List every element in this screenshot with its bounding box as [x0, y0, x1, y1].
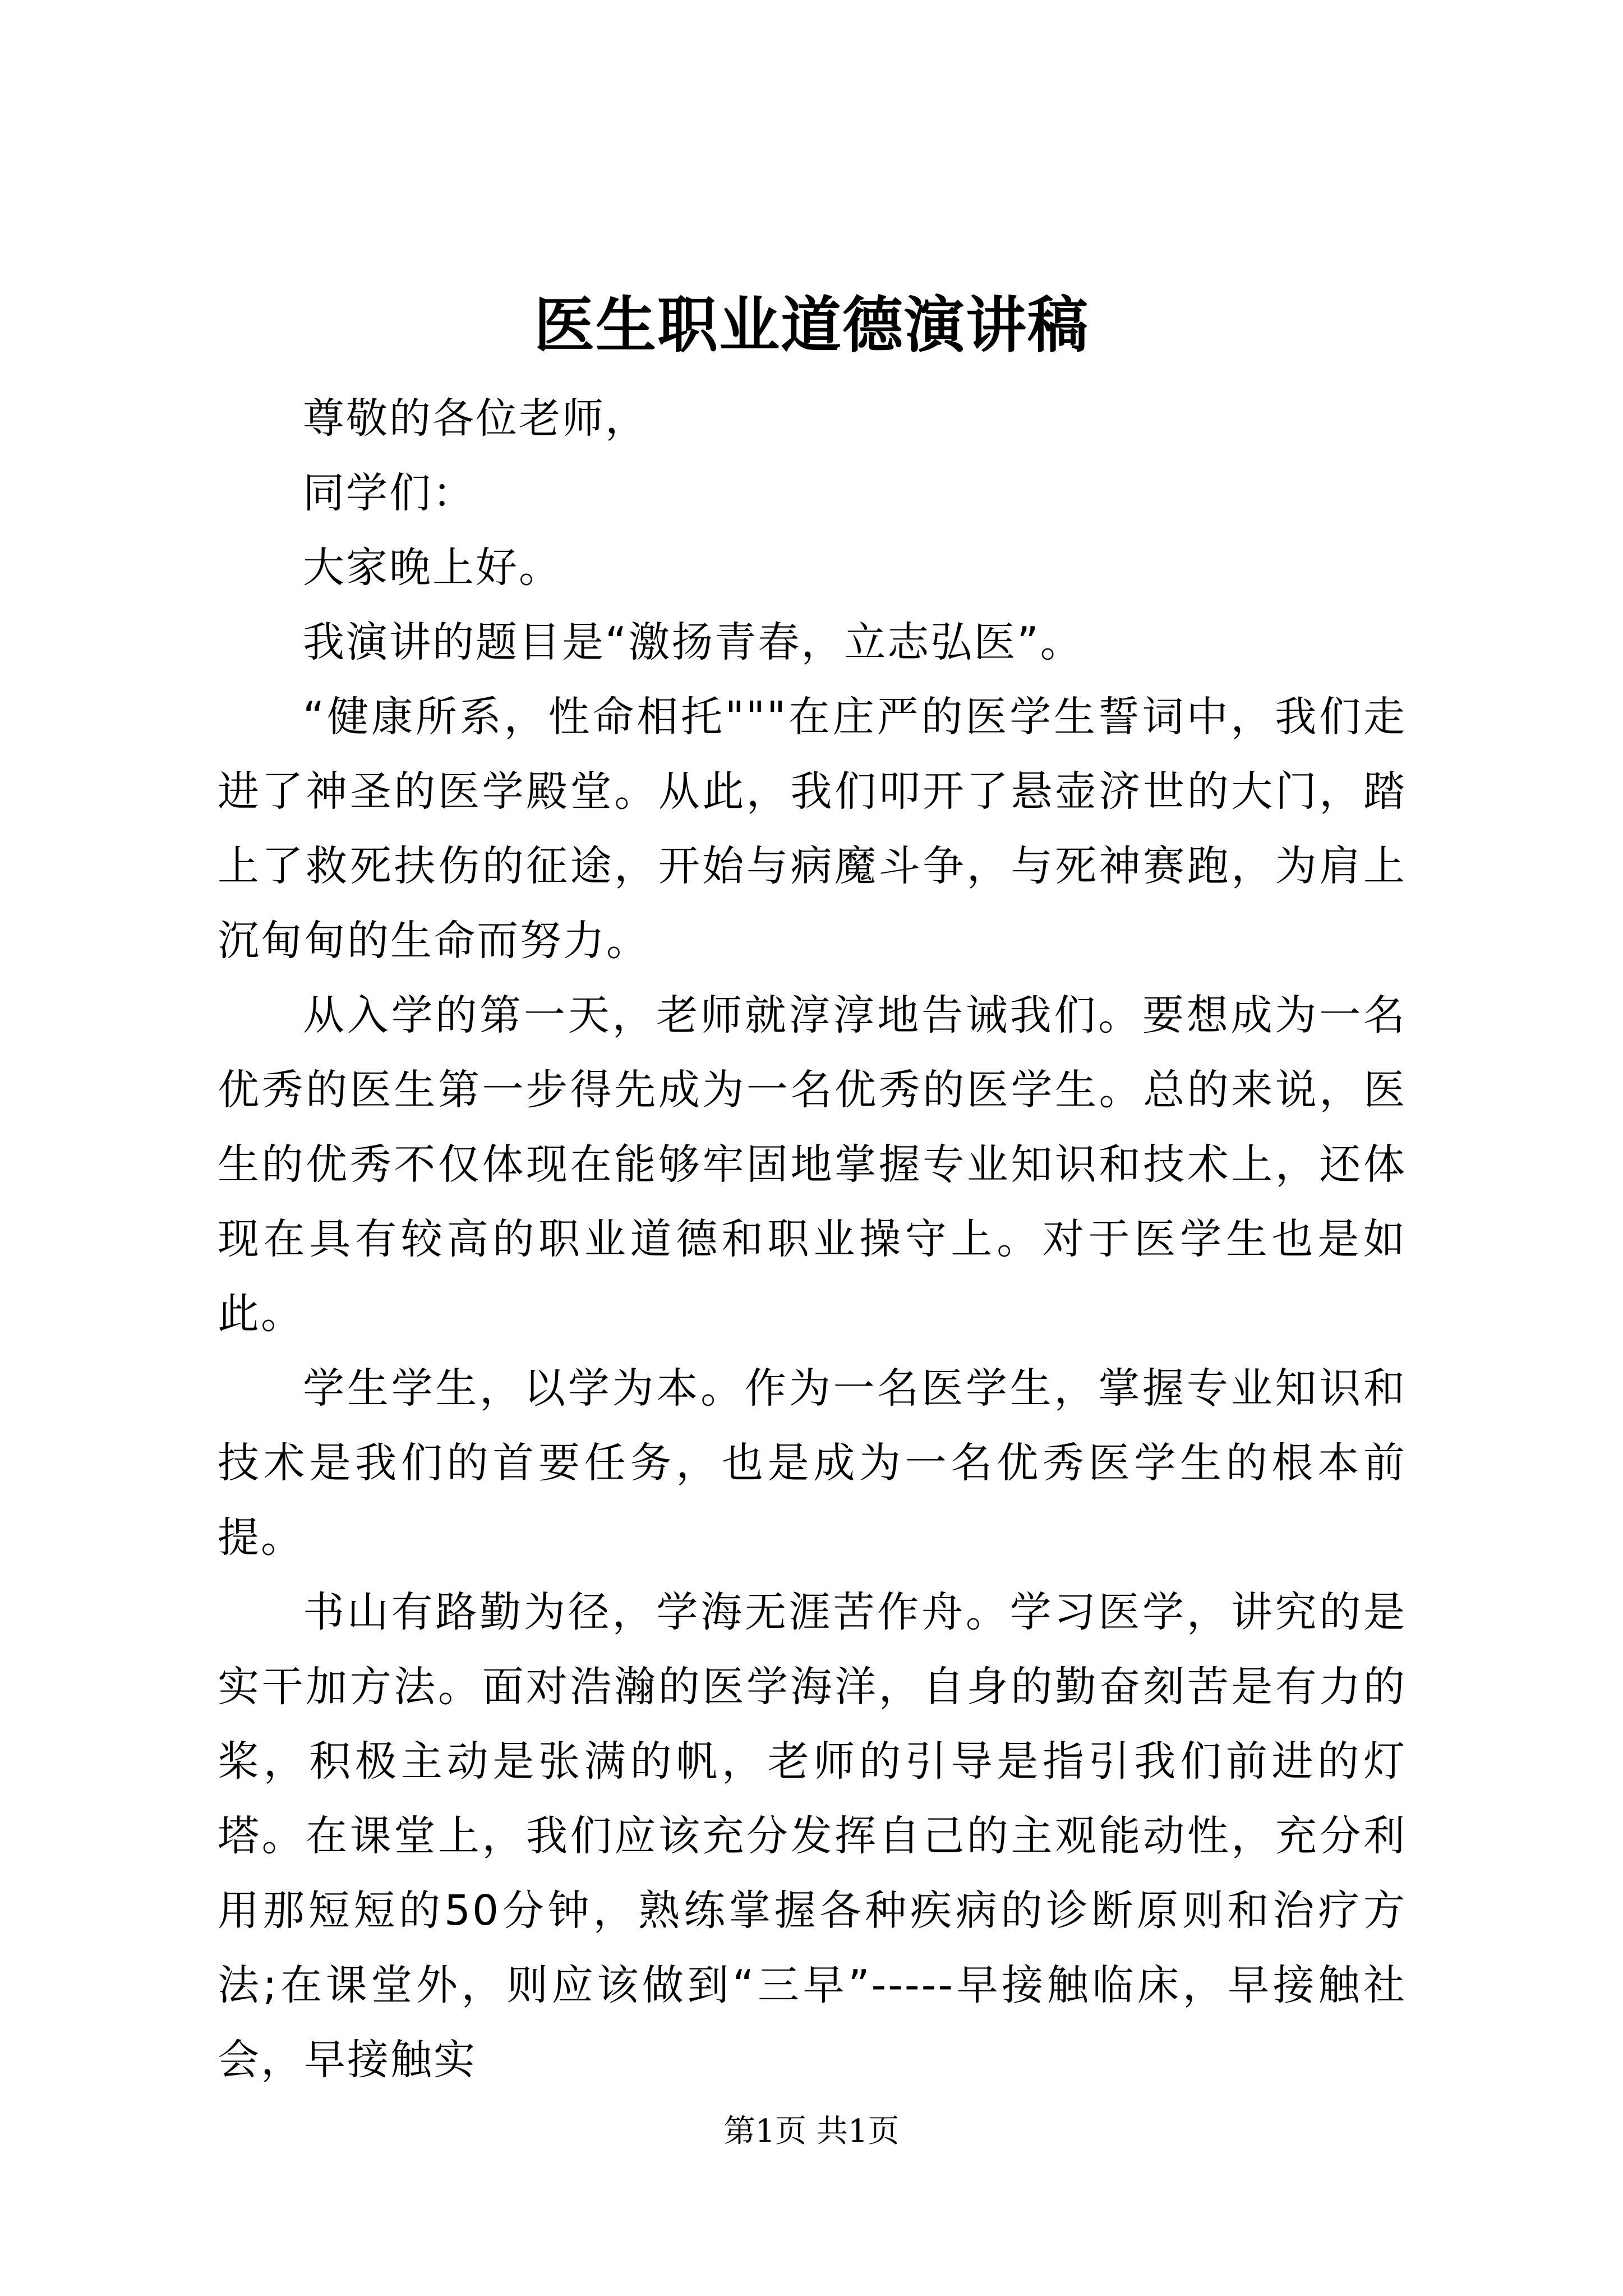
page-footer: 第1页 共1页 — [723, 2113, 900, 2150]
paragraph: 从入学的第一天，老师就淳淳地告诫我们。要想成为一名优秀的医生第一步得先成为一名优秀的医学生。总的来说，医生的优秀不仅体现在能够牢固地掌握专业知识和技术上，还体现在具有较高的职业道德和职业操守上。对于医学生也是如此。 — [218, 991, 1407, 1338]
paragraph: 学生学生，以学为本。作为一名医学生，掌握专业知识和技术是我们的首要任务，也是成为一名优秀医学生的根本前提。 — [218, 1364, 1407, 1562]
paragraph: “健康所系，性命相托"""在庄严的医学生誓词中，我们走进了神圣的医学殿堂。从此，我们叩开了悬壶济世的大门，踏上了救死扶伤的征途，开始与病魔斗争，与死神赛跑，为肩上沉甸甸的生命而努力。 — [218, 693, 1407, 965]
paragraph: 我演讲的题目是“激扬青春，立志弘医”。 — [303, 618, 1083, 666]
document-title: 医生职业道德演讲稿 — [533, 290, 1089, 361]
paragraph: 尊敬的各位老师， — [303, 394, 648, 443]
paragraph: 大家晚上好。 — [303, 544, 562, 592]
document-body — [218, 381, 1407, 2097]
paragraph: 书山有路勤为径，学海无涯苦作舟。学习医学，讲究的是实干加方法。面对浩瀚的医学海洋，自身的勤奋刻苦是有力的桨，积极主动是张满的帆，老师的引导是指引我们前进的灯塔。在课堂上，我们应该充分发挥自己的主观能动性，充分利用那短短的50分钟，熟练掌握各种疾病的诊断原则和治疗方法;在课堂外，则应该做到“三早”-----早接触临床，早接触社会，早接触实 — [218, 1588, 1407, 2084]
paragraph: 同学们： — [303, 469, 476, 517]
